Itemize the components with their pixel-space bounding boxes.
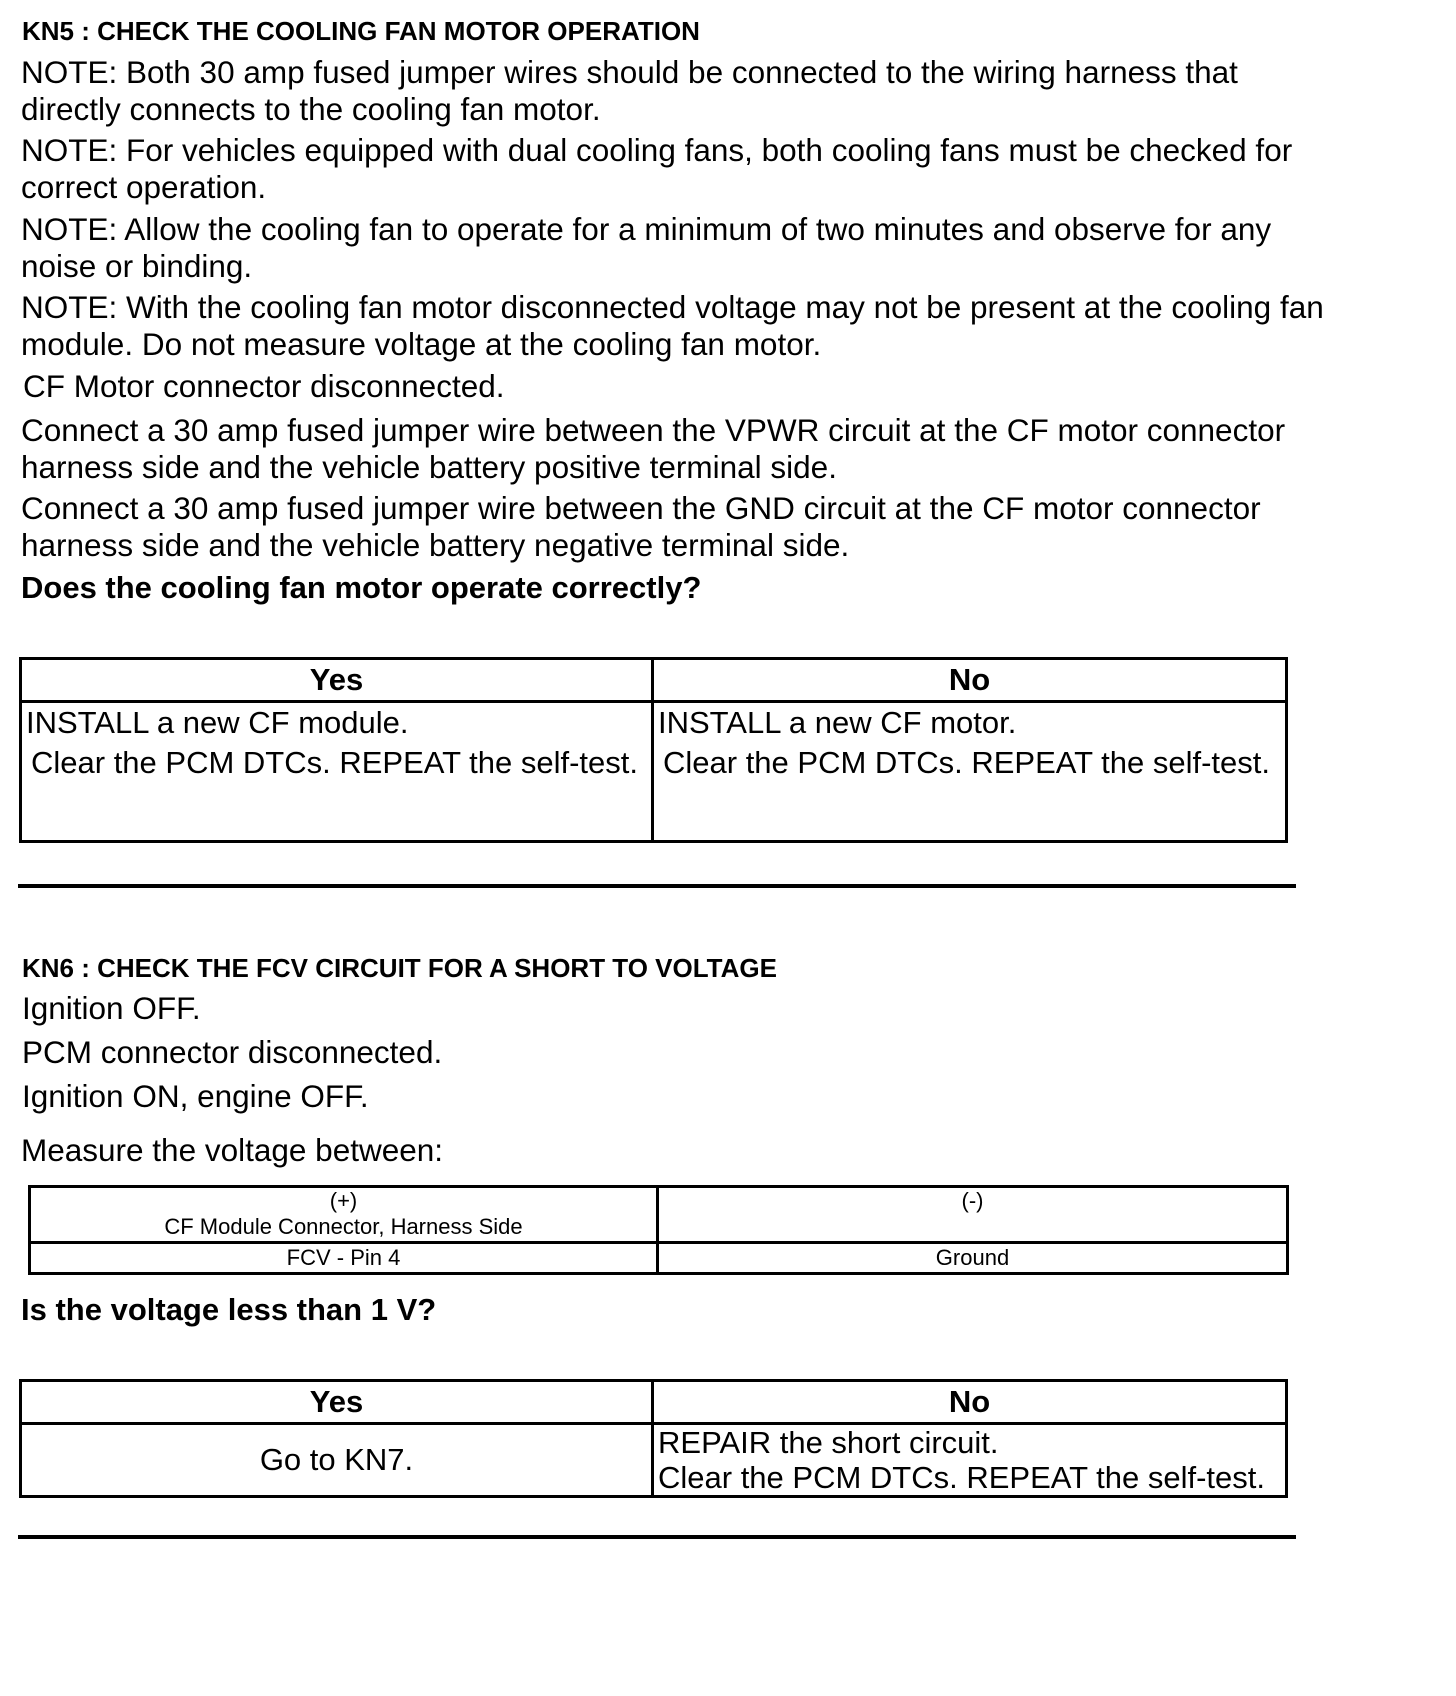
kn5-result-table: [19, 657, 1288, 843]
kn5-no-line-2: Clear the PCM DTCs. REPEAT the self-test.: [663, 745, 1270, 780]
kn5-step-gnd-line-1: Connect a 30 amp fused jumper wire between the GND circuit at the CF motor connector: [21, 490, 1261, 526]
kn5-step-vpwr-line-1: Connect a 30 amp fused jumper wire between the VPWR circuit at the CF motor connector: [21, 412, 1286, 448]
section-divider-2: [18, 1535, 1296, 1539]
kn5-step-connector: CF Motor connector disconnected.: [23, 368, 505, 404]
kn5-note-3: [21, 211, 1271, 285]
measure-minus-cell: [658, 1187, 1288, 1243]
kn6-measure-intro: Measure the voltage between:: [21, 1132, 444, 1168]
measure-plus-sub: CF Module Connector, Harness Side: [164, 1214, 523, 1239]
kn6-yes-header: Yes: [21, 1381, 653, 1424]
measure-plus-value: FCV - Pin 4: [30, 1243, 658, 1274]
kn5-step-gnd-line-2: harness side and the vehicle battery negative terminal side.: [21, 527, 850, 563]
kn5-no-line-1: INSTALL a new CF motor.: [658, 705, 1017, 740]
measure-minus-label: (-): [961, 1188, 984, 1213]
kn5-note-1-line-2: directly connects to the cooling fan motor.: [21, 91, 601, 127]
kn6-result-table: [19, 1379, 1288, 1498]
kn5-note-3-line-2: noise or binding.: [21, 248, 253, 284]
kn5-question: Does the cooling fan motor operate correctly?: [21, 570, 702, 605]
kn6-no-line-2: Clear the PCM DTCs. REPEAT the self-test.: [658, 1460, 1265, 1495]
kn6-no-header: No: [653, 1381, 1287, 1424]
kn5-note-2-line-1: NOTE: For vehicles equipped with dual cooling fans, both cooling fans must be checked for: [21, 132, 1293, 168]
kn6-question: Is the voltage less than 1 V?: [21, 1292, 437, 1327]
section-divider-1: [18, 884, 1296, 888]
kn6-heading: KN6 : CHECK THE FCV CIRCUIT FOR A SHORT TO VOLTAGE: [22, 953, 777, 983]
kn5-note-3-line-1: NOTE: Allow the cooling fan to operate for a minimum of two minutes and observe for any: [21, 211, 1272, 247]
kn5-step-vpwr-line-2: harness side and the vehicle battery positive terminal side.: [21, 449, 837, 485]
kn5-no-header: No: [653, 659, 1287, 702]
kn5-yes-header: Yes: [21, 659, 653, 702]
kn5-yes-line-1: INSTALL a new CF module.: [26, 705, 409, 740]
kn5-note-2: [21, 132, 1292, 206]
kn6-measure-table: [28, 1185, 1289, 1275]
kn5-note-1: [21, 54, 1238, 128]
kn6-step-2: PCM connector disconnected.: [22, 1034, 443, 1070]
kn6-no-cell: [653, 1424, 1287, 1497]
kn5-yes-cell: [21, 702, 653, 842]
kn5-note-4-line-2: module. Do not measure voltage at the cooling fan motor.: [21, 326, 822, 362]
measure-plus-cell: [30, 1187, 658, 1243]
measure-minus-value: Ground: [658, 1243, 1288, 1274]
kn6-no-line-1: REPAIR the short circuit.: [658, 1425, 999, 1460]
kn6-step-3: Ignition ON, engine OFF.: [22, 1078, 369, 1114]
kn5-heading: KN5 : CHECK THE COOLING FAN MOTOR OPERATION: [22, 16, 700, 46]
kn5-no-cell: [653, 702, 1287, 842]
kn5-note-2-line-2: correct operation.: [21, 169, 267, 205]
measure-plus-label: (+): [329, 1188, 358, 1213]
kn5-note-4: [21, 289, 1324, 363]
kn5-step-gnd: [21, 490, 1261, 564]
kn6-step-1: Ignition OFF.: [22, 990, 201, 1026]
kn6-yes-cell: Go to KN7.: [21, 1424, 653, 1497]
kn5-note-1-line-1: NOTE: Both 30 amp fused jumper wires should be connected to the wiring harness that: [21, 54, 1238, 90]
kn5-yes-line-2: Clear the PCM DTCs. REPEAT the self-test.: [31, 745, 638, 780]
kn5-note-4-line-1: NOTE: With the cooling fan motor disconnected voltage may not be present at the cooling fan: [21, 289, 1324, 325]
kn5-step-vpwr: [21, 412, 1285, 486]
